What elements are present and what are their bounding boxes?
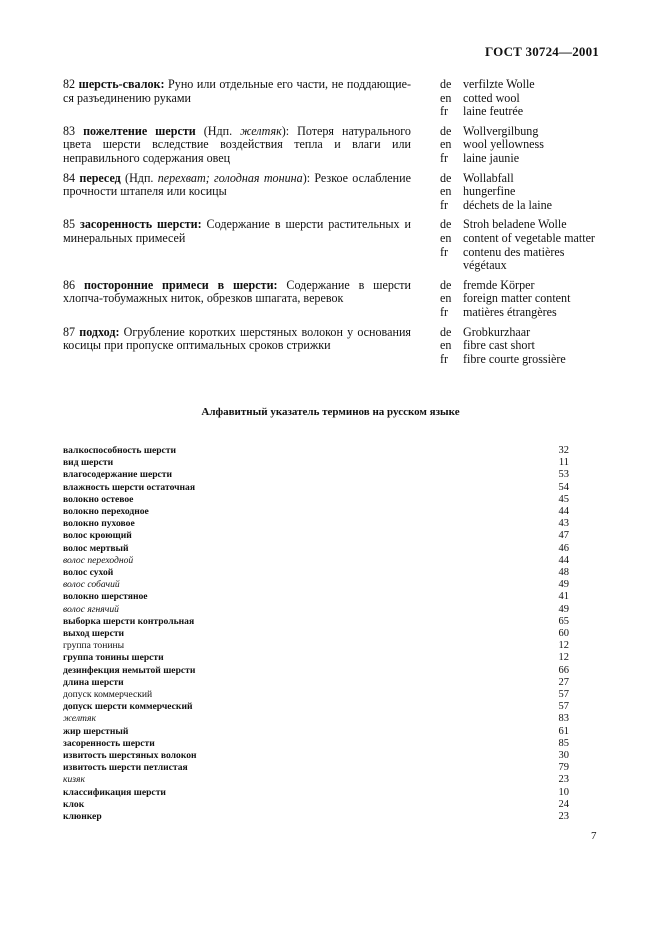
term-index [63, 445, 569, 823]
index-term-number: 11 [558, 457, 569, 469]
index-term-number: 83 [558, 713, 569, 725]
translation-term: cotted wool [463, 90, 520, 105]
index-entry [63, 482, 569, 494]
translation-row [440, 232, 603, 246]
terms-list [63, 78, 603, 372]
index-term-number: 27 [558, 676, 569, 688]
language-code: de [440, 123, 452, 138]
language-code: fr [440, 150, 449, 165]
language-code: fr [440, 104, 449, 119]
index-term-number: 57 [558, 701, 569, 713]
index-term-number: 23 [558, 811, 569, 823]
translation-term: hungerfine [463, 184, 516, 199]
term-number: 82 [63, 77, 76, 91]
index-term: волос ягнячий [63, 603, 119, 615]
translation-row [440, 259, 603, 273]
translation-term: fremde Körper [463, 277, 535, 292]
index-entry [63, 628, 569, 640]
index-term: волос сухой [63, 567, 114, 579]
translation-row [440, 152, 603, 166]
index-term-number: 79 [558, 762, 569, 774]
index-entry [63, 799, 569, 811]
index-entry [63, 567, 569, 579]
translation-term: wool yellowness [463, 137, 544, 152]
index-title: Алфавитный указатель терминов на русском языке [201, 406, 460, 418]
index-entry [63, 591, 569, 603]
term-name: шерсть-свалок: [78, 77, 165, 91]
index-entry [63, 665, 569, 677]
term-translations [440, 172, 603, 213]
index-term: кизяк [63, 774, 85, 786]
index-term: волос собачий [63, 579, 120, 591]
index-term-number: 65 [558, 615, 569, 627]
term-definition-text: ): Потеря натурального цвета шерсти вследствие воздействия тепла и влаги или неправильного содержания овец [63, 123, 411, 165]
index-term: волокно шерстяное [63, 591, 148, 603]
translation-term: foreign matter content [463, 291, 571, 306]
term-entry [63, 78, 603, 119]
term-name: подход: [79, 324, 120, 339]
term-definition-text: (Ндп. [120, 170, 158, 185]
language-code: en [440, 184, 452, 199]
term-translations [440, 218, 603, 272]
index-term-number: 41 [558, 591, 569, 603]
index-term: волос мертвый [63, 542, 129, 554]
index-term: длина шерсти [63, 676, 124, 688]
index-term-number: 85 [558, 737, 569, 749]
language-code: fr [440, 244, 449, 259]
index-entry [63, 689, 569, 701]
term-name: пересед [79, 170, 121, 185]
term-translations [440, 326, 603, 367]
term-definition-text: ): Резкое ослабление прочности штапеля или косицы [63, 170, 411, 199]
language-code [440, 259, 463, 273]
term-definition-text: перехват; голодная тонина [157, 170, 303, 185]
term-entry [63, 125, 603, 166]
term-definition [63, 125, 411, 166]
index-entry [63, 701, 569, 713]
index-entry [63, 738, 569, 750]
index-entry [63, 616, 569, 628]
index-term-number: 57 [558, 689, 569, 701]
language-code: en [440, 137, 452, 152]
language-code: fr [440, 197, 449, 212]
index-term: допуск коммерческий [63, 689, 153, 701]
term-translations [440, 78, 603, 119]
index-entry [63, 750, 569, 762]
translation-term: contenu des matières [463, 244, 565, 259]
index-entry [63, 469, 569, 481]
translation-row [440, 138, 603, 152]
index-term-number: 49 [558, 603, 569, 615]
term-entry [63, 172, 603, 213]
index-entry [63, 530, 569, 542]
term-number: 86 [63, 277, 76, 292]
index-term: дезинфекция немытой шерсти [63, 664, 196, 676]
language-code: fr [440, 304, 449, 319]
index-term: волокно переходное [63, 506, 149, 518]
translation-term: végétaux [463, 258, 507, 273]
translation-term: Grobkurzhaar [463, 324, 531, 339]
language-code: de [440, 217, 452, 232]
index-term-number: 53 [558, 469, 569, 481]
term-entry [63, 218, 603, 272]
translation-row [440, 339, 603, 353]
translation-row [440, 105, 603, 119]
index-term-number: 45 [558, 493, 569, 505]
index-term: выход шерсти [63, 628, 125, 640]
index-term-number: 66 [558, 664, 569, 676]
index-term-number: 49 [558, 579, 569, 591]
index-entry [63, 762, 569, 774]
index-term-number: 23 [558, 774, 569, 786]
index-entry [63, 494, 569, 506]
term-name: посторонние примеси в шерсти: [83, 277, 278, 292]
index-term: желтяк [63, 713, 96, 725]
term-definition [63, 218, 411, 272]
term-number: 87 [63, 324, 76, 339]
index-term-number: 32 [558, 445, 569, 456]
index-entry [63, 652, 569, 664]
language-code: de [440, 324, 452, 339]
index-term: влажность шерсти остаточная [63, 481, 196, 493]
index-term: волокно пуховое [63, 518, 135, 530]
index-term-number: 61 [558, 725, 569, 737]
translation-term: fibre cast short [463, 338, 535, 353]
term-definition-text: Содержание в шерсти растительных и минеральных примесей [63, 217, 411, 245]
translation-term: content of vegetable matter [463, 230, 595, 245]
index-term: классификация шерсти [63, 786, 166, 798]
translation-row [440, 185, 603, 199]
index-entry [63, 457, 569, 469]
index-entry [63, 713, 569, 725]
index-term: допуск шерсти коммерческий [63, 701, 193, 713]
translation-row [440, 326, 603, 340]
language-code: fr [440, 351, 449, 366]
index-term-number: 54 [558, 481, 569, 493]
term-entry [63, 279, 603, 320]
index-term: группа тонины шерсти [63, 652, 164, 664]
term-translations [440, 279, 603, 320]
translation-row [440, 218, 603, 232]
translation-term: laine feutrée [463, 104, 524, 119]
translation-term: Wollabfall [463, 170, 514, 185]
index-term-number: 12 [558, 652, 569, 664]
translation-term: verfilzte Wolle [463, 77, 535, 91]
index-term: вид шерсти [63, 457, 114, 469]
index-entry [63, 579, 569, 591]
index-term: клюнкер [63, 811, 102, 823]
index-term-number: 44 [558, 554, 569, 566]
translation-row [440, 292, 603, 306]
term-translations [440, 125, 603, 166]
term-name: засоренность шерсти: [80, 217, 202, 232]
term-definition-text: (Ндп. [195, 123, 241, 138]
term-number: 83 [63, 123, 76, 138]
index-term: жир шерстный [63, 725, 129, 737]
translation-row [440, 172, 603, 186]
term-definition [63, 172, 411, 213]
index-entry [63, 787, 569, 799]
term-definition [63, 279, 411, 320]
translation-row [440, 279, 603, 293]
index-term: волос кроющий [63, 530, 132, 542]
index-term: выборка шерсти контрольная [63, 615, 195, 627]
translation-term: laine jaunie [463, 150, 520, 165]
language-code: en [440, 291, 452, 306]
translation-row [440, 353, 603, 367]
term-entry [63, 326, 603, 367]
translation-row [440, 246, 603, 260]
translation-term: fibre courte grossière [463, 351, 566, 366]
language-code: en [440, 90, 452, 105]
language-code: de [440, 170, 452, 185]
index-term: волокно остевое [63, 493, 134, 505]
index-term: влагосодержание шерсти [63, 469, 173, 481]
language-code: de [440, 77, 452, 91]
index-term: извитость шерсти петлистая [63, 762, 188, 774]
term-definition-text: Содержание в шерсти хлопча-тобумажных ниток, обрезков шпагата, веревок [63, 277, 411, 306]
index-entry [63, 774, 569, 786]
language-code: de [440, 277, 452, 292]
index-term-number: 48 [558, 567, 569, 579]
translation-row [440, 125, 603, 139]
term-definition-text: Огрубление коротких шерстяных волокон у основания косицы при пропуске оптимальных сроков стрижки [63, 324, 411, 353]
index-term-number: 12 [558, 640, 569, 652]
index-entry [63, 604, 569, 616]
translation-term: matières étrangères [463, 304, 557, 319]
index-term: засоренность шерсти [63, 737, 155, 749]
translation-row [440, 78, 603, 92]
index-entry [63, 640, 569, 652]
index-term: группа тонины [63, 640, 125, 652]
term-definition-text: желтяк [240, 123, 282, 138]
index-term-number: 10 [558, 786, 569, 798]
translation-row [440, 92, 603, 106]
index-term: клок [63, 798, 85, 810]
page-number: 7 [591, 830, 597, 842]
index-entry [63, 445, 569, 457]
index-term-number: 60 [558, 628, 569, 640]
index-term: извитость шерстяных волокон [63, 750, 197, 762]
term-definition [63, 326, 411, 367]
term-number: 85 [63, 217, 76, 232]
index-term: валкоспособность шерсти [63, 445, 177, 456]
translation-term: déchets de la laine [463, 197, 552, 212]
translation-row [440, 199, 603, 213]
index-term-number: 30 [558, 750, 569, 762]
index-term-number: 44 [558, 506, 569, 518]
index-term-number: 43 [558, 518, 569, 530]
index-term-number: 24 [558, 798, 569, 810]
translation-row [440, 306, 603, 320]
index-entry [63, 518, 569, 530]
language-code: en [440, 230, 452, 245]
term-name: пожелтение шерсти [83, 123, 196, 138]
index-term-number: 47 [558, 530, 569, 542]
term-definition [63, 78, 411, 119]
translation-term: Wollvergilbung [463, 123, 539, 138]
index-entry [63, 555, 569, 567]
translation-term: Stroh beladene Wolle [463, 217, 567, 232]
index-entry [63, 811, 569, 823]
page-header: ГОСТ 30724—2001 [484, 44, 599, 59]
index-entry [63, 726, 569, 738]
index-entry [63, 506, 569, 518]
index-entry [63, 543, 569, 555]
term-definition-text: Руно или отдельные его части, не поддающие-ся разъединению руками [63, 77, 411, 105]
language-code: en [440, 338, 452, 353]
index-entry [63, 677, 569, 689]
index-term: волос переходной [63, 554, 134, 566]
term-number: 84 [63, 170, 76, 185]
index-term-number: 46 [558, 542, 569, 554]
